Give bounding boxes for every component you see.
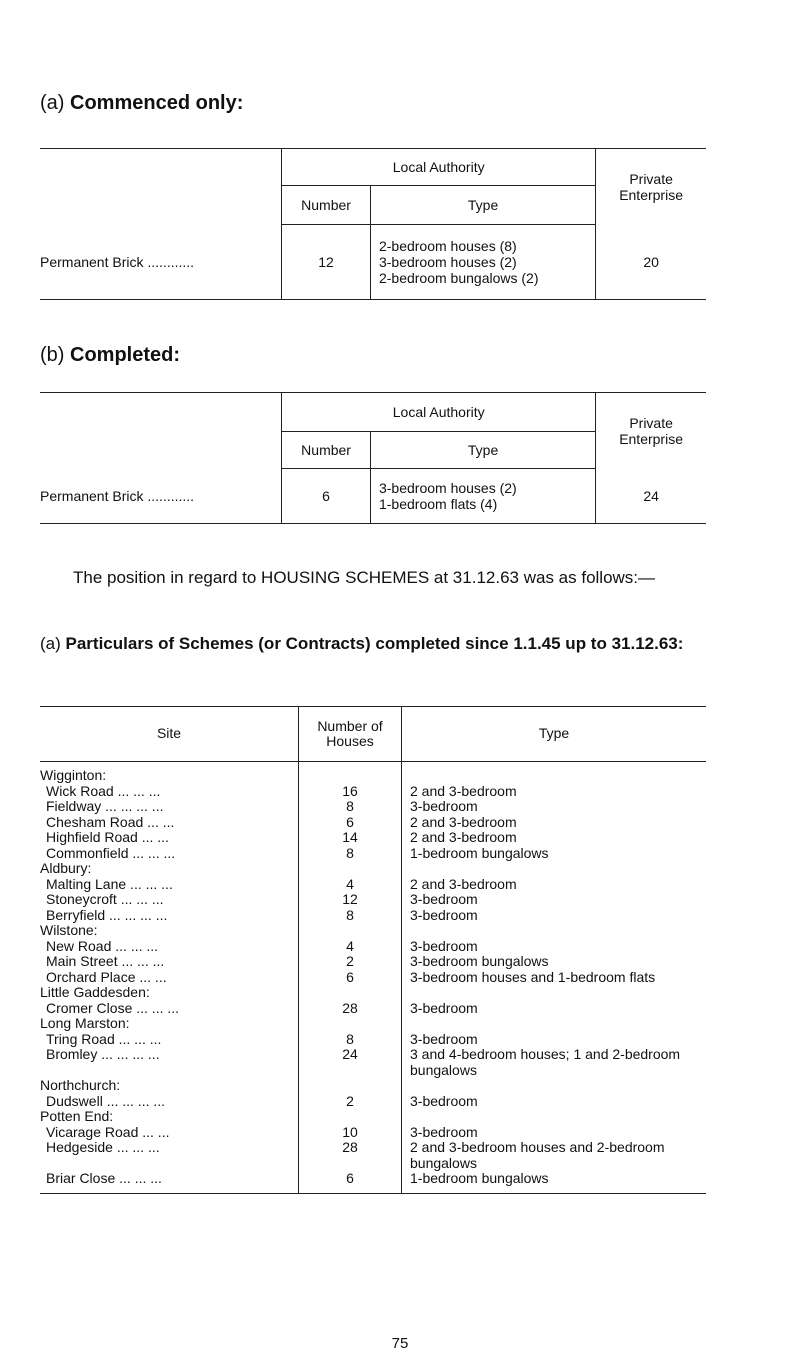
houses-count: 14 bbox=[299, 830, 402, 846]
site-name: Vicarage Road ... ... bbox=[46, 1123, 170, 1140]
commenced-type-line: 2-bedroom bungalows (2) bbox=[378, 269, 539, 286]
intro-paragraph: The position in regard to HOUSING SCHEMES at 31.12.63 was as follows:— bbox=[73, 568, 656, 587]
house-type: 2 and 3-bedroom bbox=[402, 830, 707, 846]
house-type: 3-bedroom bbox=[402, 1094, 707, 1110]
page-number: 75 bbox=[391, 1335, 409, 1352]
group-row bbox=[40, 923, 706, 939]
table-row bbox=[40, 1171, 706, 1193]
heading-commenced-title: Commenced only: bbox=[70, 92, 244, 114]
houses-count: 8 bbox=[299, 799, 402, 815]
site-name: Malting Lane ... ... ... bbox=[46, 875, 173, 892]
group-row bbox=[40, 1016, 706, 1032]
house-type: 3-bedroom houses and 1-bedroom flats bbox=[402, 970, 707, 986]
site-name: Highfield Road ... ... bbox=[46, 829, 169, 845]
site-name: Bromley ... ... ... ... bbox=[46, 1046, 160, 1062]
houses-count: 10 bbox=[299, 1125, 402, 1141]
houses-count: 16 bbox=[299, 784, 402, 800]
house-type: 3-bedroom bbox=[402, 1001, 707, 1017]
completed-private: 24 bbox=[596, 469, 706, 524]
site-name: Stoneycroft ... ... ... bbox=[46, 891, 164, 907]
site-name: Wick Road ... ... ... bbox=[46, 782, 161, 799]
houses-count bbox=[299, 1109, 402, 1125]
site-name: New Road ... ... ... bbox=[46, 937, 159, 954]
scheme-type-header: Type bbox=[402, 707, 707, 762]
site-name: Orchard Place ... ... bbox=[46, 968, 167, 985]
house-type: 3-bedroom bbox=[402, 799, 707, 815]
house-type: 3-bedroom bbox=[402, 908, 707, 924]
site-name: Main Street ... ... ... bbox=[46, 953, 165, 969]
site-name: Hedgeside ... ... ... bbox=[46, 1139, 160, 1155]
house-type bbox=[402, 1078, 707, 1094]
table-row bbox=[40, 784, 706, 800]
house-type bbox=[402, 762, 707, 784]
table-row bbox=[40, 970, 706, 986]
type-header: Type bbox=[370, 432, 595, 469]
private-enterprise-header: Private Enterprise bbox=[596, 149, 706, 225]
site-name: Briar Close ... ... ... bbox=[40, 1171, 299, 1193]
completed-types bbox=[370, 469, 595, 524]
house-type: 2 and 3-bedroom houses and 2-bedroom bungalows bbox=[402, 1140, 707, 1171]
house-type: 1-bedroom bungalows bbox=[402, 1171, 707, 1193]
number-header: Number bbox=[282, 432, 371, 469]
houses-count bbox=[299, 762, 402, 784]
table-row bbox=[40, 1001, 706, 1017]
table-row bbox=[40, 799, 706, 815]
site-name: Cromer Close ... ... ... bbox=[46, 999, 180, 1016]
completed-number: 6 bbox=[282, 469, 371, 524]
completed-type-line: 1-bedroom flats (4) bbox=[378, 495, 498, 512]
heading-particulars bbox=[40, 632, 760, 655]
schemes-body bbox=[40, 762, 706, 1194]
commenced-type-line: 3-bedroom houses (2) bbox=[378, 253, 517, 270]
house-type bbox=[402, 923, 707, 939]
group-name: Northchurch: bbox=[40, 1077, 121, 1093]
house-type bbox=[402, 1109, 707, 1125]
table-row bbox=[40, 1047, 706, 1078]
commenced-private: 20 bbox=[596, 225, 706, 300]
group-name: Wilstone: bbox=[40, 922, 98, 938]
heading-completed-label: (b) bbox=[40, 344, 65, 366]
table-row bbox=[40, 939, 706, 955]
house-type: 3-bedroom bungalows bbox=[402, 954, 707, 970]
completed-table bbox=[40, 392, 706, 524]
heading-commenced bbox=[40, 92, 243, 115]
table-row bbox=[40, 1032, 706, 1048]
houses-count: 2 bbox=[299, 1094, 402, 1110]
group-row bbox=[40, 985, 706, 1001]
group-row bbox=[40, 762, 706, 784]
houses-header: Number of Houses bbox=[299, 707, 402, 762]
commenced-table bbox=[40, 148, 706, 300]
site-name: Dudswell ... ... ... ... bbox=[46, 1092, 166, 1109]
completed-type-line: 3-bedroom houses (2) bbox=[378, 479, 517, 496]
houses-count bbox=[299, 861, 402, 877]
house-type: 3 and 4-bedroom houses; 1 and 2-bedroom bungalows bbox=[402, 1047, 707, 1078]
heading-commenced-label: (a) bbox=[40, 92, 65, 114]
houses-count bbox=[299, 1016, 402, 1032]
table-row bbox=[40, 877, 706, 893]
house-type bbox=[402, 861, 707, 877]
houses-count: 8 bbox=[299, 1032, 402, 1048]
houses-count bbox=[299, 923, 402, 939]
commenced-types bbox=[370, 225, 595, 300]
house-type: 3-bedroom bbox=[402, 939, 707, 955]
group-row bbox=[40, 1109, 706, 1125]
houses-count: 2 bbox=[299, 954, 402, 970]
houses-count: 28 bbox=[299, 1140, 402, 1171]
site-name: Fieldway ... ... ... ... bbox=[46, 798, 164, 814]
commenced-type-line: 2-bedroom houses (8) bbox=[378, 237, 517, 254]
table-row bbox=[40, 908, 706, 924]
local-authority-header: Local Authority bbox=[282, 393, 596, 432]
houses-count: 4 bbox=[299, 939, 402, 955]
group-row bbox=[40, 861, 706, 877]
group-name: Wigginton: bbox=[40, 767, 107, 783]
houses-count: 4 bbox=[299, 877, 402, 893]
table-row bbox=[40, 846, 706, 862]
group-row bbox=[40, 1078, 706, 1094]
houses-count: 6 bbox=[299, 1171, 402, 1193]
heading-completed-title: Completed: bbox=[70, 344, 181, 366]
house-type: 1-bedroom bungalows bbox=[402, 846, 707, 862]
table-row bbox=[40, 815, 706, 831]
houses-count: 8 bbox=[299, 846, 402, 862]
houses-count: 28 bbox=[299, 1001, 402, 1017]
house-type: 2 and 3-bedroom bbox=[402, 815, 707, 831]
completed-site: Permanent Brick ............ bbox=[40, 469, 282, 524]
site-name: Chesham Road ... ... bbox=[46, 813, 175, 830]
houses-count: 8 bbox=[299, 908, 402, 924]
table-row bbox=[40, 1094, 706, 1110]
group-name: Aldbury: bbox=[40, 860, 92, 876]
houses-count: 12 bbox=[299, 892, 402, 908]
site-name: Tring Road ... ... ... bbox=[46, 1030, 162, 1047]
commenced-site: Permanent Brick ............ bbox=[40, 225, 282, 300]
local-authority-header: Local Authority bbox=[282, 149, 596, 186]
site-name: Commonfield ... ... ... bbox=[46, 844, 176, 861]
house-type: 2 and 3-bedroom bbox=[402, 784, 707, 800]
site-header: Site bbox=[40, 707, 299, 762]
table-row bbox=[40, 1140, 706, 1171]
table-row bbox=[40, 892, 706, 908]
table-row bbox=[40, 830, 706, 846]
table-row bbox=[40, 954, 706, 970]
houses-count: 6 bbox=[299, 815, 402, 831]
group-name: Little Gaddesden: bbox=[40, 984, 150, 1000]
house-type: 3-bedroom bbox=[402, 1032, 707, 1048]
table-row bbox=[40, 1125, 706, 1141]
site-name: Berryfield ... ... ... ... bbox=[46, 906, 168, 923]
house-type: 3-bedroom bbox=[402, 1125, 707, 1141]
houses-count: 6 bbox=[299, 970, 402, 986]
commenced-number: 12 bbox=[282, 225, 371, 300]
houses-count bbox=[299, 1078, 402, 1094]
house-type: 3-bedroom bbox=[402, 892, 707, 908]
houses-count bbox=[299, 985, 402, 1001]
heading-particulars-label: (a) bbox=[40, 634, 61, 653]
private-enterprise-header: Private Enterprise bbox=[596, 393, 706, 469]
schemes-table bbox=[40, 706, 706, 1194]
group-name: Long Marston: bbox=[40, 1015, 130, 1031]
heading-particulars-title: Particulars of Schemes (or Contracts) completed since 1.1.45 up to 31.12.63: bbox=[65, 634, 684, 653]
houses-count: 24 bbox=[299, 1047, 402, 1078]
house-type bbox=[402, 985, 707, 1001]
number-header: Number bbox=[282, 186, 371, 225]
group-name: Potten End: bbox=[40, 1108, 114, 1124]
type-header: Type bbox=[370, 186, 595, 225]
heading-completed bbox=[40, 344, 180, 367]
house-type bbox=[402, 1016, 707, 1032]
house-type: 2 and 3-bedroom bbox=[402, 877, 707, 893]
